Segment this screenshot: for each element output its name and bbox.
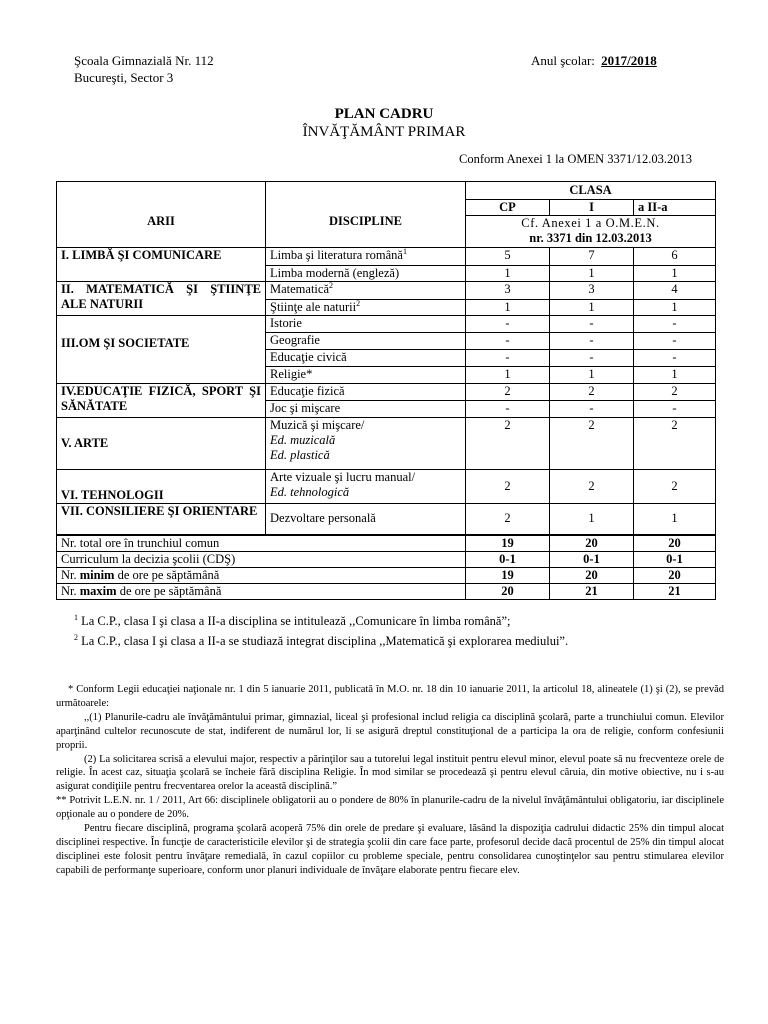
page-subtitle: ÎNVĂŢĂMÂNT PRIMAR	[302, 124, 466, 140]
table-cell: 3	[550, 282, 634, 300]
discipline-stiinte-label: Ştiinţe ale naturii	[270, 300, 357, 314]
table-cell: 4	[634, 282, 716, 300]
table-cell: 20	[550, 567, 634, 583]
discipline-matematica-label: Matematică	[270, 282, 329, 296]
table-cell: 20	[466, 583, 550, 599]
table-cell: 2	[466, 470, 550, 504]
table-cell: 1	[550, 266, 634, 282]
discipline-religie: Religie*	[266, 367, 466, 384]
table-cell: 1	[466, 367, 550, 384]
discipline-arte-vizuale	[266, 470, 466, 504]
table-cell: -	[466, 316, 550, 333]
table-cell: -	[550, 316, 634, 333]
table-cell: -	[466, 350, 550, 367]
min-ore-label	[57, 567, 466, 583]
plan-table	[56, 181, 716, 600]
discipline-geografie: Geografie	[266, 333, 466, 350]
discipline-dezvoltare: Dezvoltare personală	[266, 504, 466, 535]
note-paragraph: (2) La solicitarea scrisă a elevului major, respectiv a părinţilor sau a tutorelui legal instituit pentru elevul minor, elevul poate să nu frecventeze orele de religie. În acest caz, situaţia şcolară se încheie fără disciplina Religie. În mod similar se procedează şi pentru elevul căruia, din motive obiective, nu i s-au asigurat condiţiile pentru frecventarea orelor la această disciplină.”	[56, 753, 724, 793]
table-cell: -	[634, 350, 716, 367]
table-cell: 1	[550, 367, 634, 384]
table-cell: -	[466, 401, 550, 418]
table-cell: -	[634, 333, 716, 350]
page-title: PLAN CADRU	[334, 106, 434, 122]
school-year-value: 2017/2018	[601, 53, 657, 68]
area-matematica: II. MATEMATICĂ ŞI ŞTIINŢE ALE NATURII	[57, 282, 266, 316]
table-cell: 7	[550, 248, 634, 266]
table-cell: 5	[466, 248, 550, 266]
table-cell: 2	[550, 418, 634, 470]
header-ii: a II-a	[634, 200, 716, 216]
area-limba: I. LIMBĂ ŞI COMUNICARE	[57, 248, 266, 282]
discipline-arte-vizuale-line2: Ed. tehnologică	[270, 485, 350, 499]
min-ore-pre: Nr.	[61, 567, 80, 582]
cds-label: Curriculum la decizia şcolii (CDŞ)	[57, 551, 466, 567]
header-clasa: CLASA	[466, 182, 716, 200]
footnote-2-text: La C.P., clasa I şi clasa a II-a se studiază integrat disciplina ,,Matematică şi explorarea mediului”.	[78, 634, 569, 648]
table-cell: 2	[634, 470, 716, 504]
table-cell: 0-1	[466, 551, 550, 567]
table-cell: 1	[466, 266, 550, 282]
discipline-romana-label: Limba şi literatura română	[270, 248, 403, 262]
table-cell: 20	[634, 535, 716, 552]
note-paragraph: ,,(1) Planurile-cadru ale învăţământului primar, gimnazial, liceal şi profesional includ religia ca disciplină şcolară, parte a trunchiului comun. Elevilor aparţinând cultelor recunoscute de stat, indiferent de numărul lor, li se asigură dreptul constituţional de a participa la ora de religie, conform confesiunii proprii.	[56, 711, 724, 751]
area-consiliere: VII. CONSILIERE ŞI ORIENTARE	[57, 504, 266, 535]
omen-ref-line2: nr. 3371 din 12.03.2013	[529, 231, 652, 245]
table-cell: 2	[634, 418, 716, 470]
note-paragraph: Pentru fiecare disciplină, programa şcolară acoperă 75% din orele de predare şi evaluare, lăsând la dispoziţia cadrului didactic 25% din timpul alocat disciplinei respective. În funcţie de caracteristicile elevilor şi de strategia şcolii din care face parte, profesorul decide dacă procentul de 25% din timpul alocat disciplinei este folosit pentru învăţare remedială, în cazul copiilor cu probleme speciale, pentru consolidarea cunoştinţelor sau pentru stimularea elevilor capabili de performanţe superioare, conform unor planuri individuale de învăţare elaborate pentru fiecare elev.	[56, 823, 724, 876]
table-cell: 2	[466, 504, 550, 535]
table-cell: 2	[466, 418, 550, 470]
omen-ref-line1: Cf. Anexei 1 a O.M.E.N.	[521, 216, 660, 230]
table-cell: -	[550, 401, 634, 418]
note-paragraph: ** Potrivit L.E.N. nr. 1 / 2011, Art 66: disciplinele obligatorii au o pondere de 80% în planurile-cadru de la nivelul învăţământului obligatoriu, iar disciplinele opţionale au o pondere de 20%.	[56, 795, 724, 821]
header-arii: ARII	[57, 182, 266, 248]
footnote-1-text: La C.P., clasa I şi clasa a II-a disciplina se intitulează ,,Comunicare în limba română”;	[78, 614, 511, 628]
school-year-label: Anul şcolar:	[531, 53, 595, 68]
table-cell: 1	[634, 504, 716, 535]
table-cell: 2	[550, 470, 634, 504]
school-year	[531, 53, 657, 69]
header-i: I	[550, 200, 634, 216]
min-ore-bold: minim	[79, 567, 115, 582]
table-cell: 1	[550, 300, 634, 316]
table-cell: 1	[466, 300, 550, 316]
table-cell: 2	[634, 384, 716, 401]
table-cell: 3	[466, 282, 550, 300]
discipline-arte-vizuale-line1: Arte vizuale şi lucru manual/	[270, 470, 416, 484]
discipline-istorie: Istorie	[266, 316, 466, 333]
table-cell: 19	[466, 567, 550, 583]
footnote-1	[74, 614, 511, 629]
table-cell: -	[634, 401, 716, 418]
table-cell: -	[550, 333, 634, 350]
footnote-2-number: 2	[74, 632, 78, 642]
table-cell: 2	[550, 384, 634, 401]
school-name: Şcoala Gimnazială Nr. 112	[74, 53, 214, 68]
footnote-1-number: 1	[74, 612, 78, 622]
area-educatie-fizica: IV.EDUCAŢIE FIZICĂ, SPORT ŞI SĂNĂTATE	[57, 384, 266, 418]
table-cell: 6	[634, 248, 716, 266]
area-om-societate: III.OM ŞI SOCIETATE	[57, 316, 266, 384]
discipline-romana: Limba şi literatura română$^1$	[266, 248, 466, 266]
table-cell: 20	[634, 567, 716, 583]
discipline-muzica-line2: Ed. muzicală	[270, 433, 336, 447]
table-cell: 1	[634, 300, 716, 316]
note-paragraph: * Conform Legii educaţiei naţionale nr. 1 din 5 ianuarie 2011, publicată în M.O. nr. 18 din 10 ianuarie 2011, la articolul 18, alineatele (1) şi (2), se prevăd următoarele:	[56, 684, 724, 709]
max-ore-label	[57, 583, 466, 599]
table-cell: 1	[550, 504, 634, 535]
table-cell: 2	[466, 384, 550, 401]
table-cell: 20	[550, 535, 634, 552]
school-location: Bucureşti, Sector 3	[74, 70, 174, 85]
table-cell: -	[466, 333, 550, 350]
table-cell: 19	[466, 535, 550, 552]
conform-note: Conform Anexei 1 la OMEN 3371/12.03.2013	[459, 152, 692, 166]
header-discipline: DISCIPLINE	[266, 182, 466, 248]
table-cell: 21	[550, 583, 634, 599]
min-ore-post: de ore pe săptămână	[114, 567, 220, 582]
discipline-stiinte: Ştiinţe ale naturii$^2$	[266, 300, 466, 316]
table-cell: 1	[634, 367, 716, 384]
area-tehnologii: VI. TEHNOLOGII	[57, 470, 266, 504]
discipline-muzica-line1: Muzică şi mişcare/	[270, 418, 365, 432]
table-cell: -	[550, 350, 634, 367]
max-ore-post: de ore pe săptămână	[116, 583, 222, 598]
table-cell: 0-1	[550, 551, 634, 567]
table-cell: -	[634, 316, 716, 333]
discipline-joc-miscare: Joc şi mişcare	[266, 401, 466, 418]
footnote-2	[74, 634, 568, 649]
max-ore-pre: Nr.	[61, 583, 80, 598]
area-arte: V. ARTE	[57, 418, 266, 470]
discipline-civica: Educaţie civică	[266, 350, 466, 367]
discipline-educatie-fizica: Educaţie fizică	[266, 384, 466, 401]
total-trunchi-label: Nr. total ore în trunchiul comun	[57, 535, 466, 552]
header-omen-ref	[466, 216, 716, 248]
max-ore-bold: maxim	[79, 583, 117, 598]
discipline-muzica-line3: Ed. plastică	[270, 448, 330, 462]
discipline-engleza: Limba modernă (engleză)	[266, 266, 466, 282]
table-cell: 21	[634, 583, 716, 599]
discipline-muzica	[266, 418, 466, 470]
table-cell: 0-1	[634, 551, 716, 567]
discipline-matematica: Matematică$^2$	[266, 282, 466, 300]
table-cell: 1	[634, 266, 716, 282]
legal-notes	[56, 683, 724, 878]
header-cp: CP	[466, 200, 550, 216]
